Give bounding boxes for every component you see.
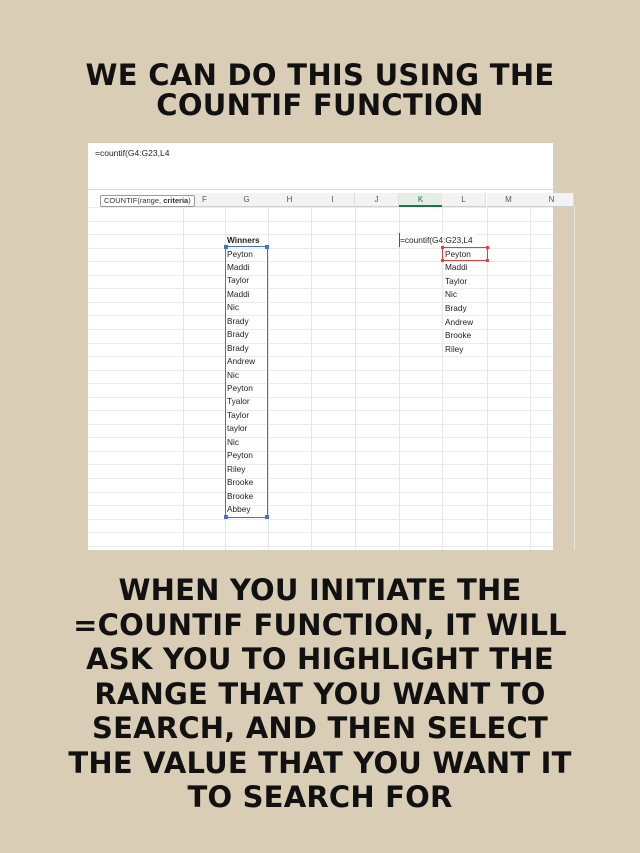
winner-cell[interactable]: Tyalor — [227, 396, 250, 407]
active-cell-formula[interactable]: =countif(G4:G23,L4 — [400, 235, 473, 245]
criteria-handle[interactable] — [441, 259, 444, 262]
grid-line — [88, 343, 553, 344]
grid-line — [88, 302, 553, 303]
formula-bar[interactable] — [88, 143, 553, 190]
grid-line — [355, 207, 356, 550]
winner-cell[interactable]: taylor — [227, 423, 248, 434]
grid-line — [88, 464, 553, 465]
column-header-f[interactable]: F — [183, 193, 227, 207]
headline-line: COUNTIF FUNCTION — [156, 88, 484, 122]
winner-cell[interactable]: Peyton — [227, 383, 253, 393]
grid-line — [268, 207, 269, 550]
selected-range-g4-g23[interactable] — [225, 246, 268, 518]
grid-line — [88, 505, 553, 506]
name-cell[interactable]: Riley — [445, 343, 464, 354]
range-handle[interactable] — [265, 245, 269, 249]
grid-line — [88, 275, 553, 276]
grid-line — [88, 397, 553, 398]
grid-line — [88, 261, 553, 262]
winner-cell[interactable]: Riley — [227, 463, 246, 474]
tooltip-function: COUNTIF(range, — [104, 196, 164, 205]
name-cell[interactable]: Maddi — [445, 262, 468, 273]
winner-cell[interactable]: Brooke — [227, 477, 254, 488]
winner-cell[interactable]: Peyton — [227, 450, 253, 461]
grid-line — [88, 492, 553, 493]
winner-cell[interactable]: Abbey — [227, 504, 251, 515]
grid-line — [88, 532, 553, 533]
winner-cell[interactable]: Nic — [227, 436, 239, 447]
winner-cell[interactable]: Brooke — [227, 490, 254, 501]
grid-line — [88, 383, 553, 384]
spreadsheet-screenshot — [88, 143, 553, 550]
range-handle[interactable] — [224, 245, 228, 249]
winner-cell[interactable]: Brady — [227, 329, 249, 340]
name-cell[interactable]: Peyton — [445, 248, 471, 259]
column-header-i[interactable]: I — [311, 193, 355, 207]
criteria-handle[interactable] — [486, 246, 489, 249]
name-cell[interactable]: Nic — [445, 289, 457, 300]
footer-line: THE VALUE THAT YOU WANT IT — [68, 745, 572, 780]
grid-line — [88, 451, 553, 452]
name-cell[interactable]: Brooke — [445, 330, 472, 341]
grid-line — [88, 546, 553, 547]
grid-line — [88, 478, 553, 479]
grid-line — [88, 234, 553, 235]
winner-cell[interactable]: Maddi — [227, 288, 250, 299]
grid-line — [88, 424, 553, 425]
winner-cell[interactable]: Brady — [227, 342, 249, 353]
winner-cell[interactable]: Peyton — [227, 248, 253, 259]
column-header-g[interactable]: G — [225, 193, 269, 207]
grid-line — [88, 410, 553, 411]
criteria-handle[interactable] — [441, 246, 444, 249]
footer-line: =COUNTIF FUNCTION, IT WILL — [73, 607, 567, 642]
footer-line: SEARCH, AND THEN SELECT — [92, 711, 548, 745]
function-tooltip — [100, 195, 195, 207]
grid-line — [88, 370, 553, 371]
winners-header[interactable]: Winners — [227, 235, 260, 245]
tooltip-criteria: criteria — [163, 196, 189, 205]
footer-line: WHEN YOU INITIATE THE — [118, 573, 522, 607]
column-header-l[interactable]: L — [442, 193, 486, 207]
winner-cell[interactable]: Andrew — [227, 356, 256, 367]
grid-line — [183, 207, 184, 550]
grid-line — [88, 315, 553, 316]
footer-line: ASK YOU TO HIGHLIGHT THE — [86, 642, 554, 676]
grid-line — [88, 356, 553, 357]
grid-line — [574, 207, 575, 550]
winner-cell[interactable]: Nic — [227, 369, 239, 380]
grid-line — [530, 207, 531, 550]
grid-line — [88, 221, 553, 222]
winner-cell[interactable]: Taylor — [227, 409, 250, 420]
column-header-h[interactable]: H — [268, 193, 312, 207]
winner-cell[interactable]: Brady — [227, 315, 249, 326]
footer-line: RANGE THAT YOU WANT TO — [94, 676, 546, 711]
headline — [0, 60, 640, 120]
tooltip-close: ) — [188, 196, 191, 205]
winner-cell[interactable]: Maddi — [227, 261, 250, 272]
name-cell[interactable]: Andrew — [445, 316, 474, 327]
grid-line — [88, 329, 553, 330]
criteria-cell-l4[interactable] — [442, 247, 488, 261]
grid-line — [88, 207, 553, 208]
name-cell[interactable]: Taylor — [445, 275, 468, 286]
grid-line — [88, 519, 553, 520]
column-header-k[interactable]: K — [399, 193, 443, 207]
criteria-handle[interactable] — [486, 259, 489, 262]
name-cell[interactable]: Brady — [445, 302, 467, 313]
range-handle[interactable] — [265, 515, 269, 519]
grid-line — [399, 207, 400, 550]
grid-line — [88, 437, 553, 438]
grid-line — [88, 288, 553, 289]
headline-line: WE CAN DO THIS USING THE — [85, 58, 555, 92]
winner-cell[interactable]: Nic — [227, 302, 239, 313]
grid-line — [311, 207, 312, 550]
column-header-n[interactable]: N — [530, 193, 574, 207]
footer-caption — [20, 573, 620, 815]
formula-bar-value[interactable]: =countif(G4:G23,L4 — [95, 148, 170, 158]
range-handle[interactable] — [224, 515, 228, 519]
footer-line: TO SEARCH FOR — [187, 780, 453, 814]
column-header-m[interactable]: M — [487, 193, 531, 207]
winner-cell[interactable]: Taylor — [227, 275, 250, 286]
column-header-j[interactable]: J — [355, 193, 399, 207]
